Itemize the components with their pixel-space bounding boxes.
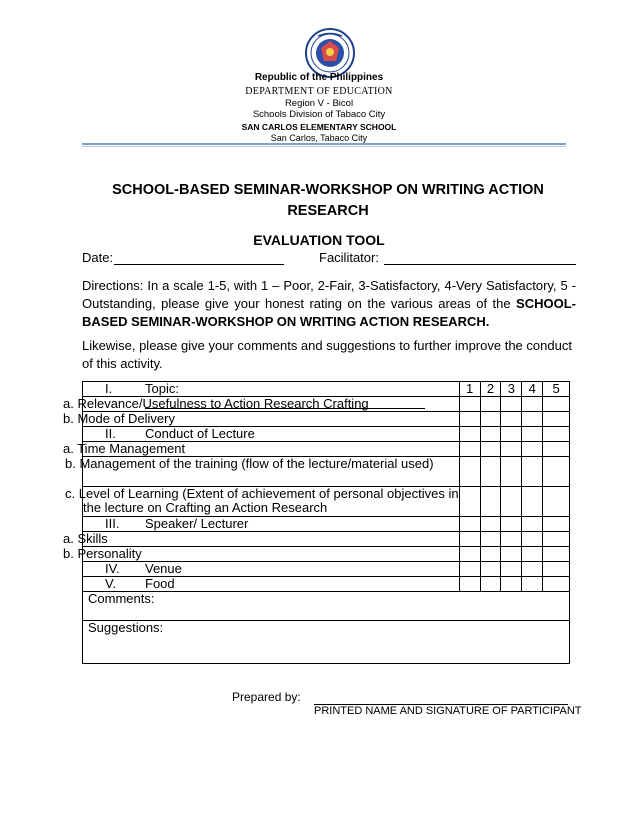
document-subtitle: EVALUATION TOOL bbox=[253, 232, 385, 248]
scale-header-3: 3 bbox=[501, 382, 522, 397]
section-label: Topic: bbox=[145, 381, 179, 396]
header-region: Region V - Bicol bbox=[284, 98, 354, 109]
prepared-by-label: Prepared by: bbox=[232, 690, 301, 704]
rating-cell[interactable] bbox=[543, 577, 570, 592]
directions-paragraph bbox=[82, 277, 576, 331]
item-label: b. Management of the training (flow of the lecture/material used) bbox=[83, 457, 460, 487]
table-row bbox=[83, 532, 570, 547]
rating-cell[interactable] bbox=[522, 397, 543, 412]
date-label: Date: bbox=[82, 250, 114, 265]
rating-cell[interactable] bbox=[480, 547, 501, 562]
table-row bbox=[83, 442, 570, 457]
rating-cell[interactable] bbox=[543, 457, 570, 487]
header-divider-thin bbox=[82, 146, 566, 147]
rating-cell[interactable] bbox=[459, 562, 480, 577]
suggestions-label: Suggestions: bbox=[88, 620, 164, 635]
rating-cell[interactable] bbox=[543, 532, 570, 547]
item-label: a. Time Management bbox=[83, 442, 460, 457]
header-division: Schools Division of Tabaco City bbox=[252, 109, 386, 120]
rating-cell[interactable] bbox=[543, 427, 570, 442]
table-row bbox=[83, 412, 570, 427]
evaluation-table bbox=[63, 381, 570, 664]
rating-cell[interactable] bbox=[459, 427, 480, 442]
suggestions-row bbox=[83, 621, 570, 664]
rating-cell[interactable] bbox=[480, 397, 501, 412]
rating-cell[interactable] bbox=[501, 442, 522, 457]
rating-cell[interactable] bbox=[522, 517, 543, 532]
likewise-paragraph: Likewise, please give your comments and suggestions to further improve the conduct of this activity. bbox=[82, 338, 572, 371]
rating-cell[interactable] bbox=[501, 427, 522, 442]
header-department: DEPARTMENT OF EDUCATION bbox=[245, 86, 393, 97]
rating-cell[interactable] bbox=[459, 457, 480, 487]
scale-header-5: 5 bbox=[543, 382, 570, 397]
date-field[interactable] bbox=[114, 264, 284, 265]
rating-cell[interactable] bbox=[522, 562, 543, 577]
table-row bbox=[83, 562, 570, 577]
rating-cell[interactable] bbox=[501, 562, 522, 577]
table-row bbox=[83, 457, 570, 487]
facilitator-field[interactable] bbox=[384, 264, 576, 265]
rating-cell[interactable] bbox=[501, 412, 522, 427]
rating-cell[interactable] bbox=[480, 517, 501, 532]
rating-cell[interactable] bbox=[543, 562, 570, 577]
item-label: a. Skills bbox=[83, 532, 460, 547]
comments-row bbox=[83, 592, 570, 621]
rating-cell[interactable] bbox=[522, 412, 543, 427]
rating-cell[interactable] bbox=[522, 577, 543, 592]
rating-cell[interactable] bbox=[501, 532, 522, 547]
rating-cell[interactable] bbox=[543, 517, 570, 532]
signature-caption: PRINTED NAME AND SIGNATURE OF PARTICIPANT bbox=[314, 705, 582, 717]
rating-cell[interactable] bbox=[543, 442, 570, 457]
section-number: IV. bbox=[105, 561, 120, 576]
section-number: V. bbox=[105, 576, 117, 591]
scale-header-4: 4 bbox=[522, 382, 543, 397]
rating-cell[interactable] bbox=[522, 547, 543, 562]
section-label: Speaker/ Lecturer bbox=[145, 516, 249, 531]
table-row bbox=[83, 547, 570, 562]
rating-cell[interactable] bbox=[522, 457, 543, 487]
rating-cell[interactable] bbox=[501, 397, 522, 412]
facilitator-label: Facilitator: bbox=[319, 250, 379, 265]
rating-cell[interactable] bbox=[522, 427, 543, 442]
rating-cell[interactable] bbox=[543, 412, 570, 427]
rating-cell[interactable] bbox=[501, 517, 522, 532]
rating-cell[interactable] bbox=[480, 412, 501, 427]
directions-bold: SCHOOL-BASED SEMINAR-WORKSHOP ON WRITING ACTION RESEARCH. bbox=[82, 296, 576, 329]
header-republic: Republic of the Philippines bbox=[254, 72, 384, 83]
scale-header-1: 1 bbox=[459, 382, 480, 397]
deped-seal-icon bbox=[305, 28, 355, 78]
rating-cell[interactable] bbox=[459, 517, 480, 532]
rating-cell[interactable] bbox=[543, 547, 570, 562]
header-location: San Carlos, Tabaco City bbox=[270, 133, 368, 143]
rating-cell[interactable] bbox=[501, 547, 522, 562]
comments-label: Comments: bbox=[88, 591, 155, 606]
rating-cell[interactable] bbox=[459, 532, 480, 547]
document-title: SCHOOL-BASED SEMINAR-WORKSHOP ON WRITING ACTION RESEARCH bbox=[112, 182, 544, 219]
rating-cell[interactable] bbox=[459, 412, 480, 427]
rating-cell[interactable] bbox=[501, 487, 522, 517]
section-number: II. bbox=[105, 426, 116, 441]
rating-cell[interactable] bbox=[501, 577, 522, 592]
rating-cell[interactable] bbox=[480, 562, 501, 577]
table-row bbox=[83, 517, 570, 532]
rating-cell[interactable] bbox=[480, 457, 501, 487]
table-row bbox=[83, 382, 570, 397]
rating-cell[interactable] bbox=[522, 487, 543, 517]
rating-cell[interactable] bbox=[480, 532, 501, 547]
section-number: I. bbox=[105, 381, 113, 396]
topic-field[interactable] bbox=[145, 396, 425, 409]
suggestions-box[interactable] bbox=[83, 621, 570, 664]
table-row bbox=[83, 577, 570, 592]
header-divider bbox=[82, 143, 566, 145]
table-row bbox=[83, 487, 570, 517]
header-school: SAN CARLOS ELEMENTARY SCHOOL bbox=[241, 122, 397, 132]
table-row bbox=[83, 427, 570, 442]
item-label: c. Level of Learning (Extent of achievement of personal objectives in the lecture on Crafting an Action Research bbox=[65, 486, 459, 515]
item-label: b. Mode of Delivery bbox=[83, 412, 460, 427]
rating-cell[interactable] bbox=[459, 577, 480, 592]
rating-cell[interactable] bbox=[480, 427, 501, 442]
rating-cell[interactable] bbox=[522, 532, 543, 547]
scale-header-2: 2 bbox=[480, 382, 501, 397]
rating-cell[interactable] bbox=[459, 487, 480, 517]
rating-cell[interactable] bbox=[480, 442, 501, 457]
rating-cell[interactable] bbox=[501, 457, 522, 487]
directions-text: Directions: In a scale 1-5, with 1 – Poor, 2-Fair, 3-Satisfactory, 4-Very Satisfactory, 5 - Outstanding, please give your honest rating on the various areas of the bbox=[82, 278, 576, 311]
rating-cell[interactable] bbox=[543, 487, 570, 517]
item-label: b. Personality bbox=[83, 547, 460, 562]
section-label: Venue bbox=[145, 561, 182, 576]
section-label: Conduct of Lecture bbox=[145, 426, 255, 441]
section-label: Food bbox=[145, 576, 175, 591]
rating-cell[interactable] bbox=[459, 547, 480, 562]
rating-cell[interactable] bbox=[543, 397, 570, 412]
rating-cell[interactable] bbox=[459, 397, 480, 412]
item-label: a. Relevance/Usefulness to Action Research Crafting bbox=[83, 397, 460, 412]
rating-cell[interactable] bbox=[459, 442, 480, 457]
rating-cell[interactable] bbox=[480, 487, 501, 517]
section-number: III. bbox=[105, 516, 120, 531]
comments-box[interactable] bbox=[83, 592, 570, 621]
rating-cell[interactable] bbox=[480, 577, 501, 592]
rating-cell[interactable] bbox=[522, 442, 543, 457]
